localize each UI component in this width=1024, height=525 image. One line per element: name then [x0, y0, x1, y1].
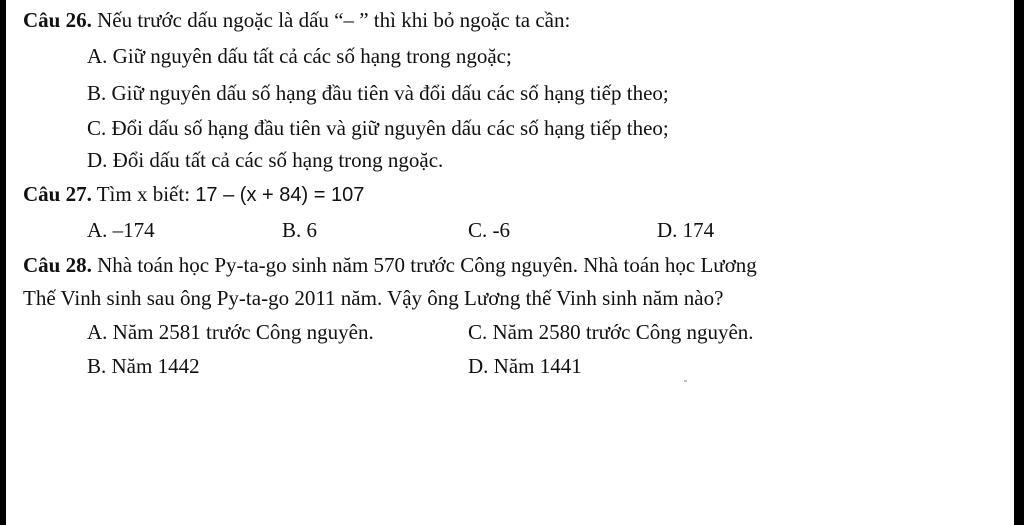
speck-mark [684, 380, 687, 382]
question-27-equation: 17 – (x + 84) = 107 [195, 184, 365, 206]
question-28-text-line-2: Thế Vinh sinh sau ông Py-ta-go 2011 năm. Vậy ông Lương thế Vinh sinh năm nào? [23, 286, 724, 310]
question-28-option-b: B. Năm 1442 [87, 354, 200, 378]
question-28-option-a: A. Năm 2581 trước Công nguyên. [87, 320, 374, 344]
right-border [1014, 0, 1024, 525]
question-27-label: Câu 27. [23, 182, 92, 206]
question-26-option-a: A. Giữ nguyên dấu tất cả các số hạng trong ngoặc; [87, 44, 512, 68]
question-26-option-b: B. Giữ nguyên dấu số hạng đầu tiên và đổi dấu các số hạng tiếp theo; [87, 81, 669, 105]
question-26-option-d: D. Đổi dấu tất cả các số hạng trong ngoặc. [87, 148, 444, 172]
question-28-option-c: C. Năm 2580 trước Công nguyên. [468, 320, 754, 344]
question-26-option-c: C. Đổi dấu số hạng đầu tiên và giữ nguyên dấu các số hạng tiếp theo; [87, 116, 669, 140]
question-27-option-b: B. 6 [282, 218, 318, 242]
question-28-option-d: D. Năm 1441 [468, 354, 582, 378]
question-28 [23, 255, 757, 276]
question-27-option-d: D. 174 [657, 218, 715, 242]
question-27-option-c: C. -6 [468, 218, 510, 242]
question-28-text-line-1: Nhà toán học Py-ta-go sinh năm 570 trước Công nguyên. Nhà toán học Lương [91, 253, 757, 277]
question-26-text: Nếu trước dấu ngoặc là dấu “– ” thì khi bỏ ngoặc ta cần: [91, 8, 571, 32]
question-28-label: Câu 28. [23, 253, 92, 277]
question-27-text: Tìm x biết: [91, 182, 196, 206]
question-26-label: Câu 26. [23, 8, 92, 32]
question-26 [23, 10, 570, 31]
document-page [6, 0, 1014, 525]
question-27-option-a: A. –174 [87, 218, 155, 242]
question-27 [23, 184, 364, 205]
